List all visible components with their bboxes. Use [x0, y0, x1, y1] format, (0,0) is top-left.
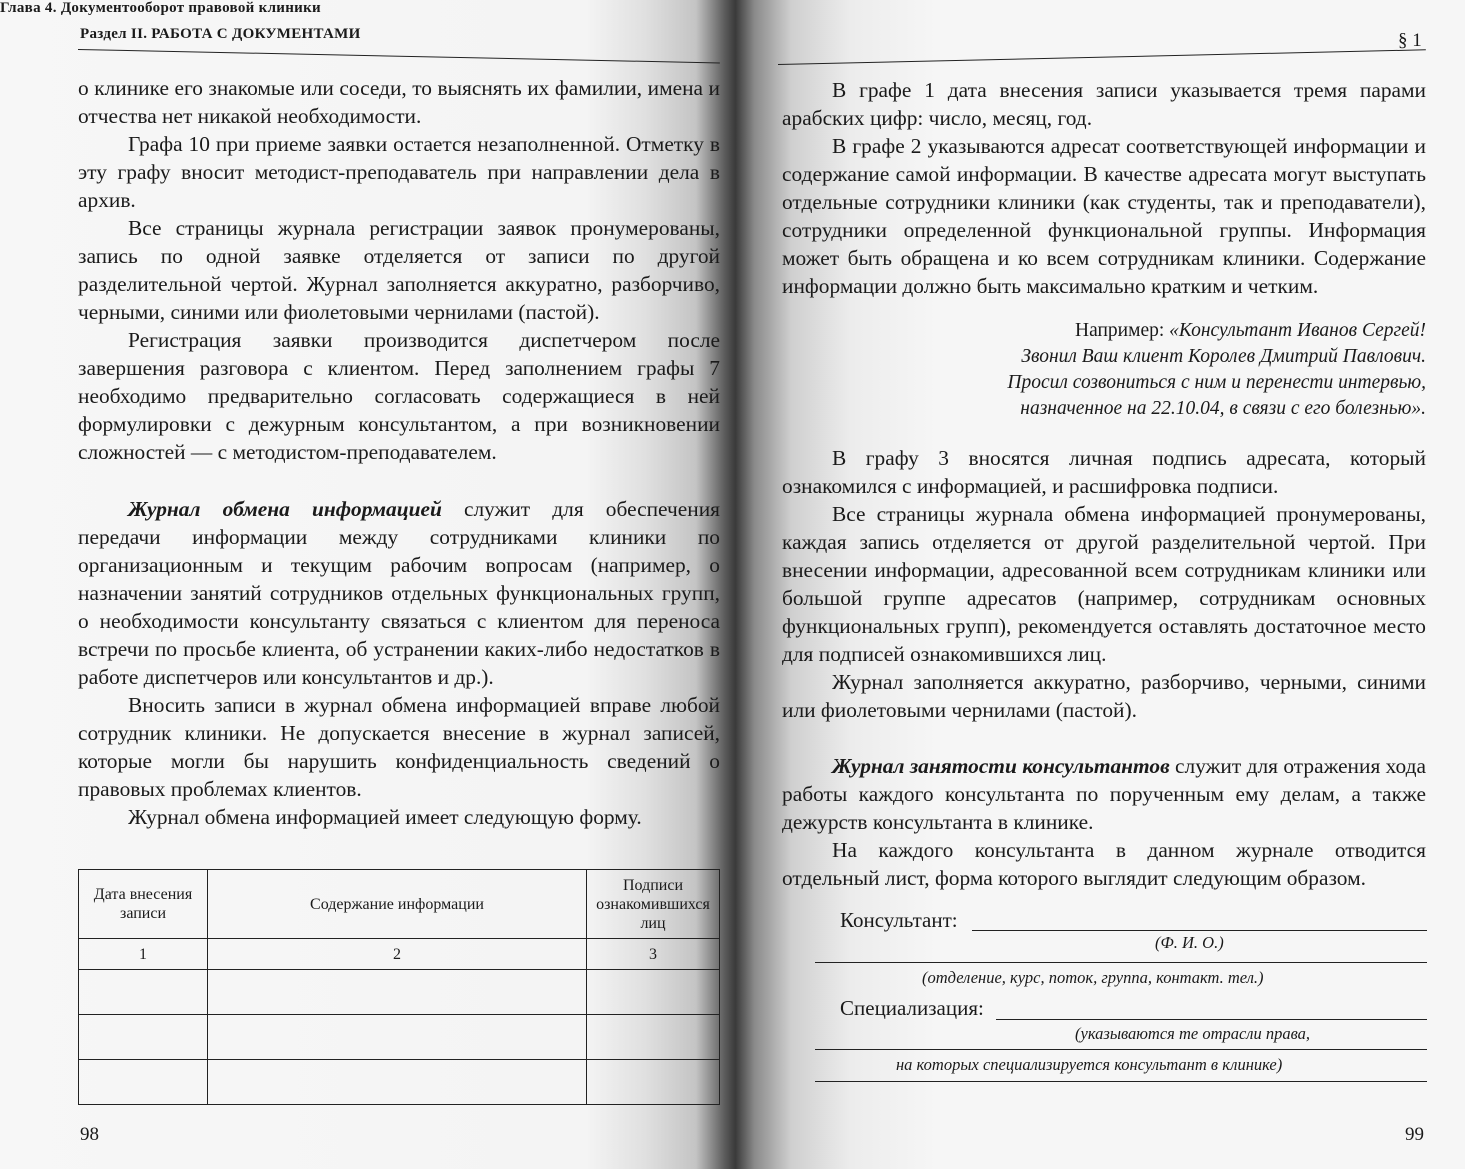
specialization-line: [996, 1019, 1427, 1020]
col-number-2: 2: [208, 939, 587, 970]
right-page-number: 99: [1405, 1124, 1424, 1145]
consultant-label: Консультант:: [840, 908, 958, 932]
left-paragraph-2: Графа 10 при приеме заявки остается незаполненной. Отметку в эту графу вносит методист-преподаватель при направлении дела в архив.: [78, 132, 720, 212]
table-row: [79, 1060, 720, 1105]
right-paragraph-3: В графу 3 вносятся личная подпись адресата, который ознакомился с информацией, и расшифровка подписи.: [782, 446, 1426, 498]
left-paragraph-7: Журнал обмена информацией имеет следующую форму.: [128, 805, 642, 829]
left-body: [78, 74, 720, 831]
example-line-1: «Консультант Иванов Сергей!: [1169, 320, 1426, 341]
department-caption: (отделение, курс, поток, группа, контакт. тел.): [922, 968, 1264, 987]
specialization-caption-2: на которых специализируется консультант в клинике): [896, 1055, 1283, 1074]
specialization-line-3: [815, 1081, 1427, 1082]
table-number-row: [79, 939, 720, 970]
header-date: Дата внесения записи: [79, 870, 208, 939]
left-running-head: Раздел II. РАБОТА С ДОКУМЕНТАМИ: [80, 26, 361, 42]
right-running-head: Глава 4. Документооборот правовой клиники: [0, 0, 321, 16]
journal-info-exchange-term: Журнал обмена информацией: [128, 497, 442, 521]
right-paragraph-1: В графе 1 дата внесения записи указывается тремя парами арабских цифр: число, месяц, год.: [782, 78, 1426, 130]
right-paragraph-2: В графе 2 указываются адресат соответствующей информации и содержание самой информации. В качестве адресата могут выступать отдельные сотрудники клиники (как студенты, так и преподаватели), сотрудники определенной функциональной группы. Информация может быть обращена и ко всем сотрудникам клиники. Содержание информации должно быть максимально кратким и четким.: [782, 134, 1426, 298]
journal-consultants-term: Журнал занятости консультантов: [832, 754, 1170, 778]
consultant-name-line: [972, 930, 1427, 931]
example-line-4: назначенное на 22.10.04, в связи с его болезнью».: [1020, 398, 1426, 419]
left-paragraph-6: Вносить записи в журнал обмена информацией вправе любой сотрудник клиники. Не допускается внесение в журнал записей, которые могли бы нарушить конфиденциальность сведений о правовых проблемах клиентов.: [78, 693, 720, 801]
left-paragraph-5-text: служит для обеспечения передачи информации между сотрудниками клиники по организационным и текущим рабочим вопросам (например, о назначении занятий сотрудников отдельных функциональных групп, о необходимости консультанту связаться с клиентом для переноса встречи по просьбе клиента, об устранении каких-либо недостатков в работе диспетчеров или консультантов и др.).: [78, 497, 720, 689]
example-line-3: Просил созвониться с ним и перенести интервью,: [1007, 372, 1426, 393]
left-head-rule: [78, 49, 720, 63]
section-mark: § 1: [1398, 30, 1422, 51]
example-lead: Например:: [1075, 320, 1170, 341]
left-paragraph-4: Регистрация заявки производится диспетчером после завершения разговора с клиентом. Перед заполнением графы 7 необходимо предварительно согласовать содержащиеся в ней формулировки с дежурным консультантом, а при возникновении сложностей — с методистом-преподавателем.: [78, 328, 720, 464]
right-paragraph-7: На каждого консультанта в данном журнале отводится отдельный лист, форма которого выглядит следующим образом.: [782, 838, 1426, 890]
table-row: [79, 970, 720, 1015]
right-paragraph-6-text: служит для отражения хода работы каждого консультанта по порученным ему делам, а также дежурств консультанта в клинике.: [782, 754, 1427, 834]
info-exchange-table: [78, 869, 720, 1105]
right-body-middle: [782, 444, 1426, 892]
col-number-3: 3: [587, 939, 720, 970]
col-number-1: 1: [79, 939, 208, 970]
right-head-rule: [778, 49, 1426, 65]
example-line-2: Звонил Ваш клиент Королев Дмитрий Павлович.: [1021, 346, 1426, 367]
fio-caption: (Ф. И. О.): [1155, 933, 1224, 952]
left-paragraph-1: о клинике его знакомые или соседи, то выяснять их фамилии, имена и отчества нет никакой необходимости.: [78, 76, 720, 128]
right-paragraph-5: Журнал заполняется аккуратно, разборчиво, черными, синими или фиолетовыми чернилами (пастой).: [782, 670, 1426, 722]
specialization-caption-1: (указываются те отрасли права,: [1075, 1024, 1311, 1043]
table-header-row: [79, 870, 720, 939]
example-quote: [782, 318, 1426, 422]
left-paragraph-5: [78, 495, 720, 691]
right-paragraph-6: [782, 752, 1426, 836]
table-row: [79, 1015, 720, 1060]
specialization-label: Специализация:: [840, 996, 984, 1020]
right-body-top: [782, 76, 1426, 300]
header-signatures: Подписи ознакомившихся лиц: [587, 870, 720, 939]
department-line: [815, 962, 1427, 963]
specialization-line-2: [815, 1049, 1427, 1050]
left-paragraph-3: Все страницы журнала регистрации заявок пронумерованы, запись по одной заявке отделяется от записи по другой разделительной чертой. Журнал заполняется аккуратно, разборчиво, черными, синими или фиолетовыми чернилами (пастой).: [78, 216, 720, 324]
left-page-number: 98: [80, 1124, 99, 1145]
header-content: Содержание информации: [208, 870, 587, 939]
right-paragraph-4: Все страницы журнала обмена информацией пронумерованы, каждая запись отделяется от другой разделительной чертой. При внесении информации, адресованной всем сотрудникам клиники или большой группе адресатов (например, сотрудникам основных функциональных групп), рекомендуется оставлять достаточное место для подписей ознакомившихся лиц.: [782, 502, 1426, 666]
